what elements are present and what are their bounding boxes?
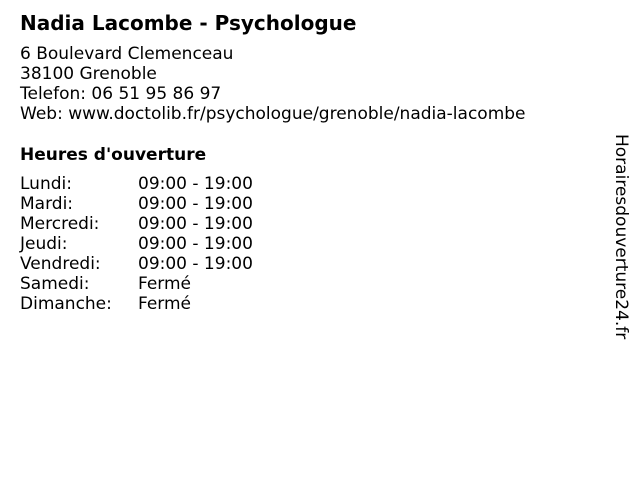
address-line-2: 38100 Grenoble: [20, 64, 157, 84]
hours-row-monday: [20, 174, 253, 194]
hours-row-thursday: [20, 234, 253, 254]
day-label: Lundi:: [20, 174, 72, 194]
hours-heading: Heures d'ouverture: [20, 145, 207, 165]
day-label: Jeudi:: [20, 234, 68, 254]
phone-number: Telefon: 06 51 95 86 97: [20, 84, 222, 104]
hours-row-sunday: [20, 294, 253, 314]
time-value: Fermé: [138, 274, 192, 294]
watermark-container: [610, 134, 636, 346]
time-value: 09:00 - 19:00: [138, 174, 253, 194]
time-value: 09:00 - 19:00: [138, 234, 253, 254]
business-info: [20, 44, 526, 124]
day-label: Vendredi:: [20, 254, 101, 274]
hours-row-friday: [20, 254, 253, 274]
website: Web: www.doctolib.fr/psychologue/grenoble/nadia-lacombe: [20, 104, 526, 124]
day-label: Mardi:: [20, 194, 74, 214]
hours-row-wednesday: [20, 214, 253, 234]
time-value: 09:00 - 19:00: [138, 194, 253, 214]
watermark-text: Horairesdouverture24.fr: [611, 134, 631, 340]
time-value: 09:00 - 19:00: [138, 254, 253, 274]
business-title: Nadia Lacombe - Psychologue: [20, 11, 357, 35]
day-label: Dimanche:: [20, 294, 112, 314]
time-value: 09:00 - 19:00: [138, 214, 253, 234]
hours-table: [20, 174, 253, 314]
day-label: Mercredi:: [20, 214, 100, 234]
day-label: Samedi:: [20, 274, 90, 294]
address-line-1: 6 Boulevard Clemenceau: [20, 44, 234, 64]
time-value: Fermé: [138, 294, 192, 314]
hours-row-tuesday: [20, 194, 253, 214]
hours-row-saturday: [20, 274, 253, 294]
